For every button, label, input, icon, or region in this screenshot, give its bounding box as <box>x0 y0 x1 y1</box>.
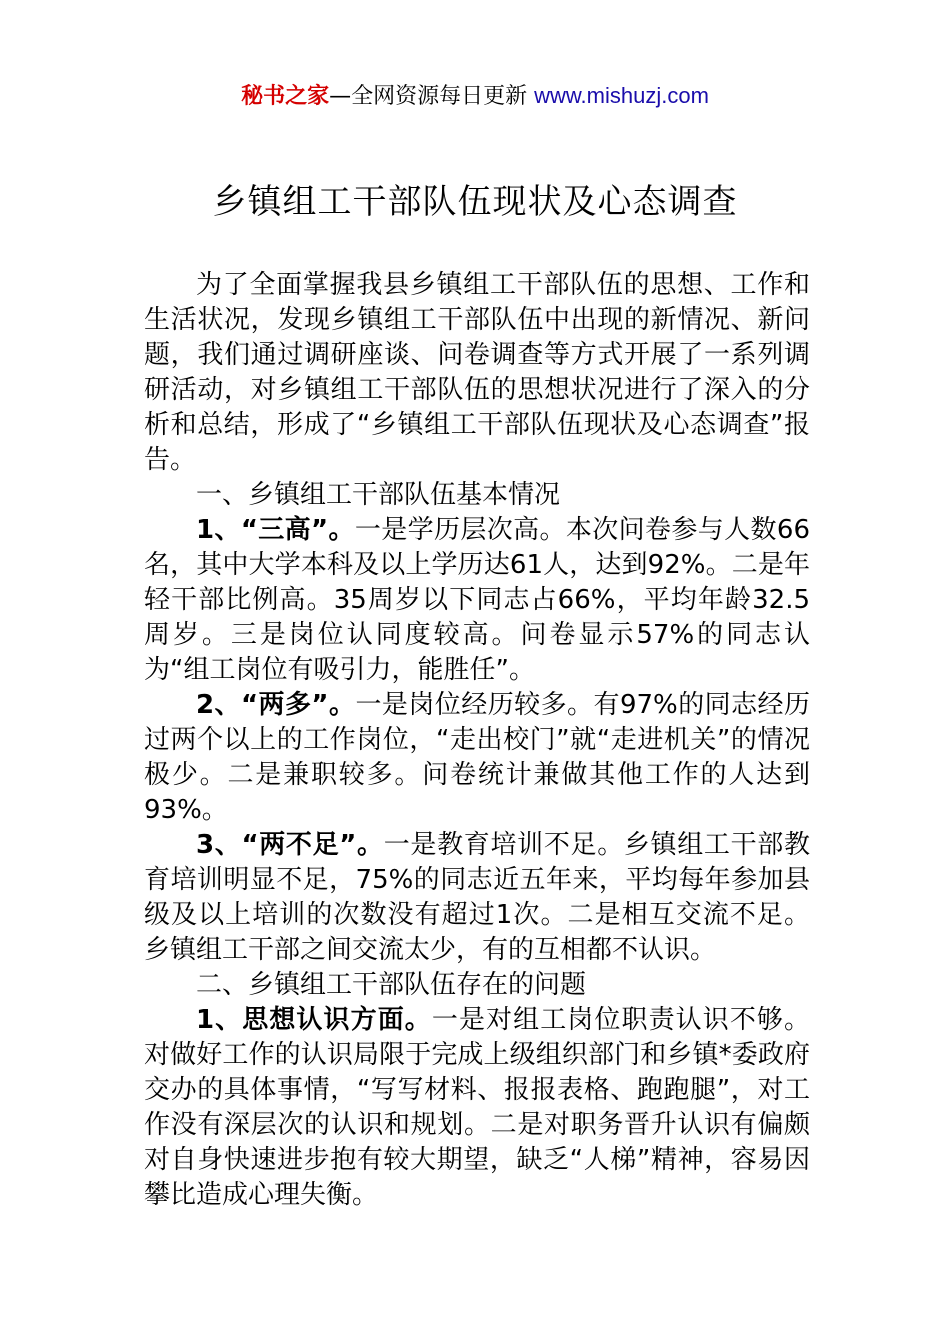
paragraph-thinking <box>144 1003 810 1213</box>
paragraph-lead: 1、“三高”。 <box>196 515 355 545</box>
paragraph-two-shortfalls <box>144 828 810 968</box>
section-heading-1 <box>144 478 810 513</box>
paragraph-lead: 1、思想认识方面。 <box>196 1005 432 1035</box>
paragraph-lead: 2、“两多”。 <box>196 690 356 720</box>
banner-tagline: —全网资源每日更新 <box>329 84 528 109</box>
banner-url-link[interactable]: www.mishuzj.com <box>534 83 709 108</box>
paragraph-two-mores <box>144 688 810 828</box>
paragraph-lead: 3、“两不足”。 <box>196 830 384 860</box>
site-banner <box>0 80 950 113</box>
paragraph-text: 一是学历层次高。本次问卷参与人数66名，其中大学本科及以上学历达61人，达到92%。二是年轻干部比例高。35周岁以下同志占66%，平均年龄32.5周岁。三是岗位认同度较高。问卷显示57%的同志认为“组工岗位有吸引力，能胜任”。 <box>144 515 810 685</box>
banner-brand: 秘书之家 <box>241 84 330 109</box>
paragraph-intro <box>144 268 810 478</box>
document-body <box>144 268 810 1213</box>
paragraph-text: 一是岗位经历较多。有97%的同志经历过两个以上的工作岗位，“走出校门”就“走进机关”的情况极少。二是兼职较多。问卷统计兼做其他工作的人达到93%。 <box>144 690 810 825</box>
paragraph-text: 为了全面掌握我县乡镇组工干部队伍的思想、工作和生活状况，发现乡镇组工干部队伍中出现的新情况、新问题，我们通过调研座谈、问卷调查等方式开展了一系列调研活动，对乡镇组工干部队伍的思想状况进行了深入的分析和总结，形成了“乡镇组工干部队伍现状及心态调查”报告。 <box>144 270 810 475</box>
paragraph-three-highs <box>144 513 810 688</box>
paragraph-text: 一是教育培训不足。乡镇组工干部教育培训明显不足，75%的同志近五年来，平均每年参加县级及以上培训的次数没有超过1次。二是相互交流不足。乡镇组工干部之间交流太少，有的互相都不认识。 <box>144 830 810 965</box>
document-title: 乡镇组工干部队伍现状及心态调查 <box>212 182 738 222</box>
paragraph-text: 二、乡镇组工干部队伍存在的问题 <box>196 970 587 1000</box>
section-heading-2 <box>144 968 810 1003</box>
paragraph-text: 一、乡镇组工干部队伍基本情况 <box>196 480 561 510</box>
paragraph-text: 一是对组工岗位职责认识不够。对做好工作的认识局限于完成上级组织部门和乡镇*委政府交办的具体事情，“写写材料、报报表格、跑跑腿”，对工作没有深层次的认识和规划。二是对职务晋升认识有偏颇对自身快速进步抱有较大期望，缺乏“人梯”精神，容易因攀比造成心理失衡。 <box>144 1005 810 1210</box>
